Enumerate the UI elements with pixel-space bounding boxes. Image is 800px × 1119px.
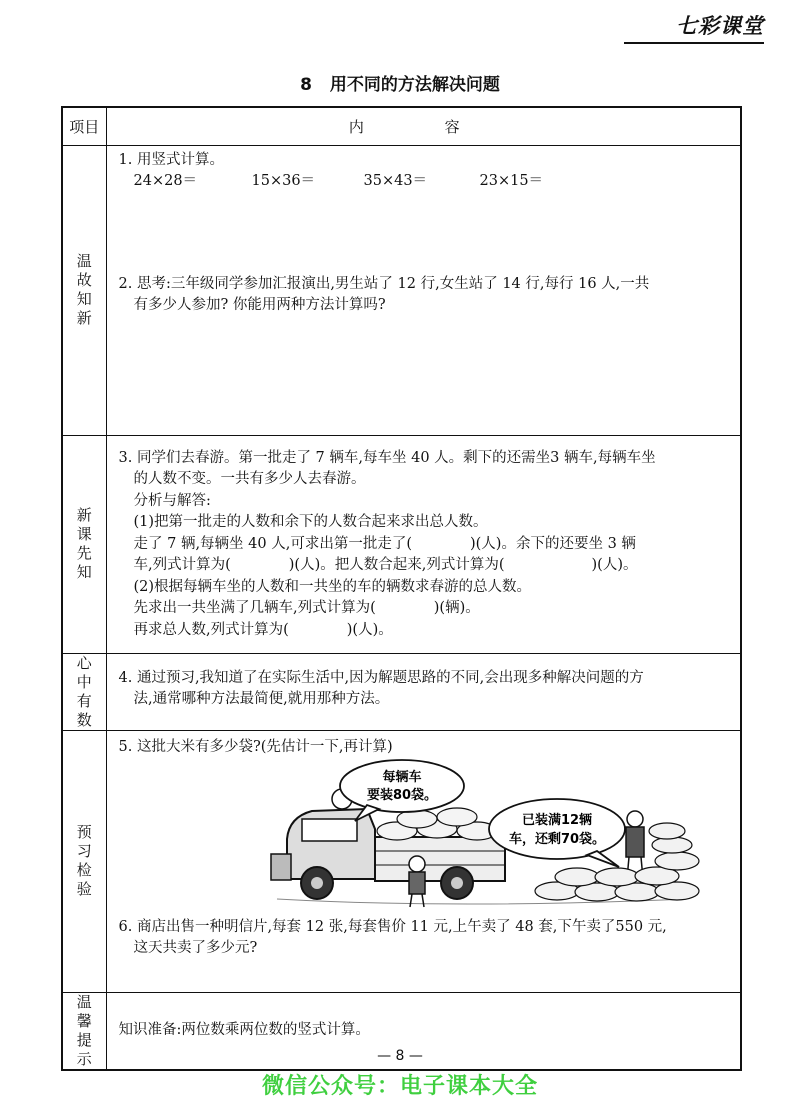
bubble1-line1: 每辆车 xyxy=(381,769,422,785)
q3-line-3: 分析与解答: xyxy=(133,492,211,509)
footer-watermark: 微信公众号：电子课本大全 xyxy=(261,1074,538,1099)
bubble2-line2: 车，还剩70袋。 xyxy=(508,831,605,847)
page-number: — 8 — xyxy=(377,1048,423,1064)
q3 xyxy=(119,448,731,642)
q3-line-4: (1)把第一批走的人数和余下的人数合起来求出总人数。 xyxy=(133,514,488,530)
q4-line-1: 4. 通过预习,我知道了在实际生活中,因为解题思路的不同,会出现多种解决问题的方 xyxy=(118,669,644,686)
q1-expr-2: 15×36＝ xyxy=(251,173,316,189)
section-content-review xyxy=(106,145,741,435)
table-header-row xyxy=(62,107,741,145)
section-label-insight: 心中有数 xyxy=(62,653,106,730)
truck-rice-illustration xyxy=(257,759,707,909)
q1-prompt: 1. 用竖式计算。 xyxy=(118,151,224,168)
q5-prompt: 5. 这批大米有多少袋?(先估计一下,再计算) xyxy=(118,738,393,755)
section-review xyxy=(62,145,741,435)
q6-line-1: 6. 商店出售一种明信片,每套 12 张,每套售价 11 元,上午卖了 48 套,下午卖了550 元, xyxy=(118,918,667,935)
lesson-title: 用不同的方法解决问题 xyxy=(329,75,500,95)
q3-line-9: 再求总人数,列式计算为( )(人)。 xyxy=(133,621,393,638)
section-check xyxy=(62,730,741,992)
brand-logo xyxy=(624,8,764,46)
q1-expr-3: 35×43＝ xyxy=(363,173,428,189)
q1 xyxy=(119,150,731,193)
lesson-number: 8 xyxy=(300,75,312,95)
q2 xyxy=(119,274,731,317)
q3-line-6: 车,列式计算为( )(人)。把人数合起来,列式计算为( )(人)。 xyxy=(133,557,638,573)
section-label-review: 温故知新 xyxy=(62,145,106,435)
truck-bed xyxy=(375,837,505,881)
q1-expr-4: 23×15＝ xyxy=(479,173,544,189)
section-label-tip: 温馨提示 xyxy=(62,992,106,1070)
bubble2-line1: 已装满12辆 xyxy=(521,812,592,828)
q6-line-2: 这天共卖了多少元? xyxy=(133,940,258,956)
section-insight xyxy=(62,653,741,730)
q4-line-2: 法,通常哪种方法最简便,就用那种方法。 xyxy=(133,691,390,707)
q6 xyxy=(119,917,731,960)
q3-line-7: (2)根据每辆车坐的人数和一共坐的车的辆数求春游的总人数。 xyxy=(133,578,532,595)
header-label-col: 项目 xyxy=(62,107,106,145)
section-preview xyxy=(62,435,741,653)
worker-left xyxy=(409,856,425,907)
bags-on-truck xyxy=(377,808,497,840)
brand-text: 七彩课堂 xyxy=(676,14,764,38)
section-content-insight xyxy=(106,653,741,730)
q4 xyxy=(119,668,731,711)
q3-line-1: 3. 同学们去春游。第一批走了 7 辆车,每车坐 40 人。剩下的还需坐3 辆车,每辆车坐 xyxy=(118,449,656,466)
tip-text: 知识准备:两位数乘两位数的竖式计算。 xyxy=(118,1021,370,1038)
page-title xyxy=(0,70,800,95)
q1-expr-1: 24×28＝ xyxy=(133,173,198,189)
q2-line-1: 2. 思考:三年级同学参加汇报演出,男生站了 12 行,女生站了 14 行,每行 16 人,一共 xyxy=(118,275,650,292)
section-content-check xyxy=(106,730,741,992)
section-label-check: 预习检验 xyxy=(62,730,106,992)
brand-underline xyxy=(624,42,764,44)
q3-line-5: 走了 7 辆,每辆坐 40 人,可求出第一批走了( )(人)。余下的还要坐 3 辆 xyxy=(133,535,636,552)
truck-window xyxy=(302,819,357,841)
q3-line-2: 的人数不变。一共有多少人去春游。 xyxy=(133,471,366,487)
section-label-preview: 新课先知 xyxy=(62,435,106,653)
worksheet-table xyxy=(61,106,742,1071)
speech-bubble-2 xyxy=(489,799,625,867)
q3-line-8: 先求出一共坐满了几辆车,列式计算为( )(辆)。 xyxy=(133,600,480,616)
header-content-col: 内 容 xyxy=(106,107,741,145)
truck-grille xyxy=(271,854,291,880)
section-content-preview xyxy=(106,435,741,653)
bubble1-line2: 要装80袋。 xyxy=(366,787,437,803)
q1-exprs xyxy=(119,171,731,193)
q2-line-2: 有多少人参加? 你能用两种方法计算吗? xyxy=(133,297,386,313)
